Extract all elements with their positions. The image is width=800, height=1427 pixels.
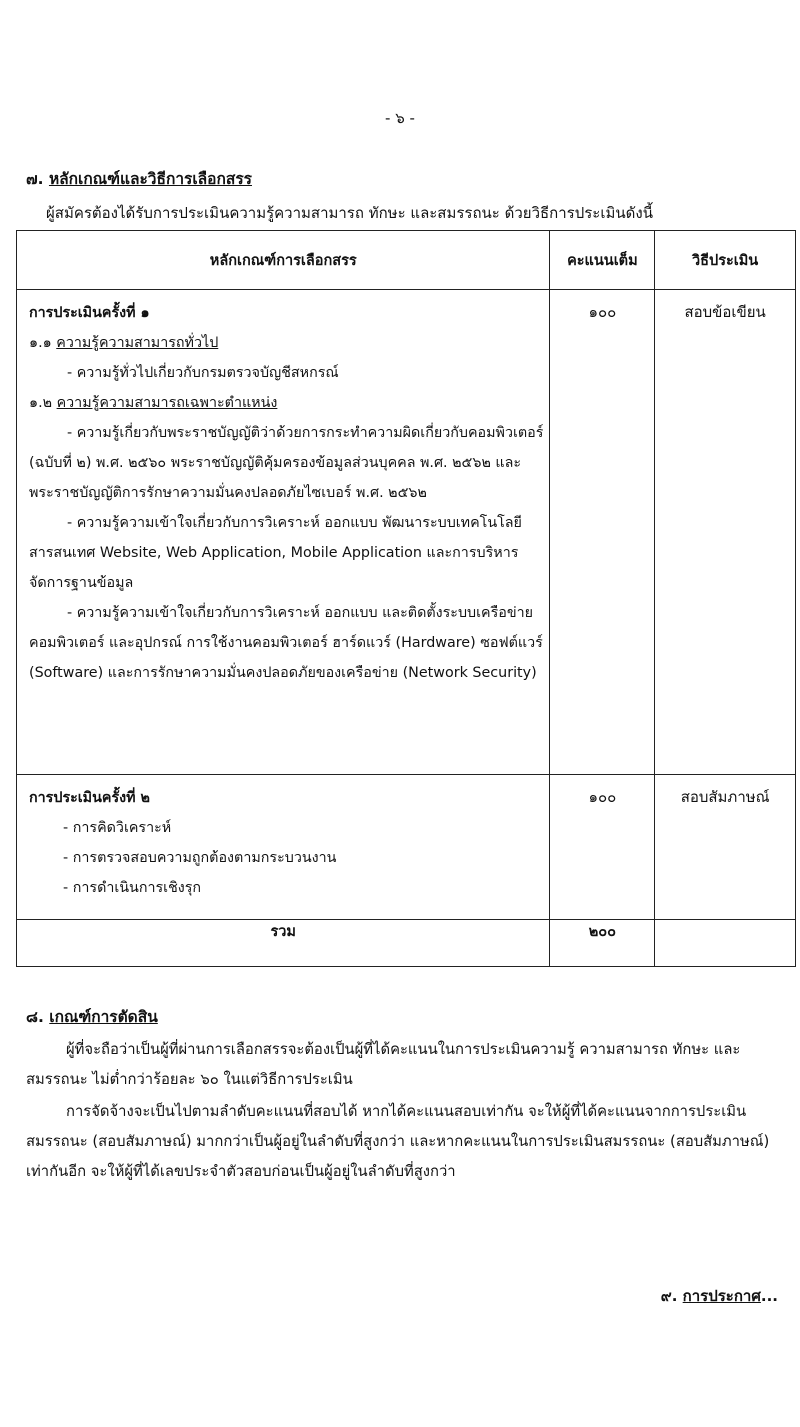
section-8-para2-text: การจัดจ้างจะเป็นไปตามลำดับคะแนนที่สอบได้ หากได้คะแนนสอบเท่ากัน จะให้ผู้ที่ได้คะแนนจากการประเมินสมรรถนะ (สอบสัมภาษณ์) มากกว่าเป็นผู้อยู่ในลำดับที่สูงกว่า และหากคะแนนในการประเมินสมรรถนะ (สอบสัมภาษณ์) เท่ากันอีก จะให้ผู้ที่ได้เลขประจำตัวสอบก่อนเป็นผู้อยู่ในลำดับที่สูงกว่า	[26, 1103, 770, 1180]
page-number: - ๖ -	[385, 109, 415, 127]
section-8-para1-text: ผู้ที่จะถือว่าเป็นผู้ที่ผ่านการเลือกสรรจะต้องเป็นผู้ที่ได้คะแนนในการประเมินความรู้ ความสามารถ ทักษะ และสมรรถนะ ไม่ต่ำกว่าร้อยละ ๖๐ ในแต่วิธีการประเมิน	[26, 1041, 741, 1088]
round1-sub1-title: ความรู้ความสามารถทั่วไป	[56, 335, 219, 351]
table-header-row	[17, 231, 796, 290]
next-section-reference	[661, 1284, 778, 1308]
section-7-title: หลักเกณฑ์และวิธีการเลือกสรร	[48, 170, 252, 188]
header-method: วิธีประเมิน	[655, 231, 796, 290]
round2-method: สอบสัมภาษณ์	[680, 788, 770, 806]
section-7-heading	[26, 166, 252, 191]
round1-sub1	[29, 328, 543, 358]
round1-title: การประเมินครั้งที่ ๑	[29, 305, 150, 321]
round1-method-cell	[655, 290, 796, 775]
round2-score: ๑๐๐	[588, 788, 617, 806]
round2-item-3: - การดำเนินการเชิงรุก	[63, 880, 202, 896]
round1-method: สอบข้อเขียน	[684, 303, 766, 321]
round2-item-2: - การตรวจสอบความถูกต้องตามกระบวนงาน	[63, 850, 337, 866]
round2-title: การประเมินครั้งที่ ๒	[29, 790, 150, 806]
section-8-paragraph-1	[26, 1035, 786, 1095]
next-section-number: ๙.	[660, 1287, 678, 1305]
table-row-total	[17, 920, 796, 967]
section-8-heading	[26, 1004, 158, 1029]
round1-sub2-number: ๑.๒	[29, 395, 53, 411]
section-7-intro: ผู้สมัครต้องได้รับการประเมินความรู้ความสามารถ ทักษะ และสมรรถนะ ด้วยวิธีการประเมินดังนี้	[46, 204, 653, 222]
header-full-score: คะแนนเต็ม	[550, 231, 655, 290]
section-8-title: เกณฑ์การตัดสิน	[49, 1008, 158, 1026]
round1-sub2-item-3: - ความรู้ความเข้าใจเกี่ยวกับการวิเคราะห์ ออกแบบ และติดตั้งระบบเครือข่ายคอมพิวเตอร์ และอุปกรณ์ การใช้งานคอมพิวเตอร์ ฮาร์ดแวร์ (Hardware) ซอฟต์แวร์ (Software) และการรักษาความมั่นคงปลอดภัยของเครือข่าย (Network Security)	[29, 605, 543, 681]
table-row-round2	[17, 775, 796, 920]
total-score: ๒๐๐	[550, 920, 655, 967]
header-criteria: หลักเกณฑ์การเลือกสรร	[17, 231, 550, 290]
round2-criteria-cell	[17, 775, 550, 920]
round1-sub2-title: ความรู้ความสามารถเฉพาะตำแหน่ง	[56, 395, 278, 411]
round2-score-cell	[550, 775, 655, 920]
round1-score: ๑๐๐	[588, 303, 617, 321]
round1-criteria-cell	[17, 290, 550, 775]
round2-method-cell	[655, 775, 796, 920]
round1-sub2-item-2: - ความรู้ความเข้าใจเกี่ยวกับการวิเคราะห์ ออกแบบ พัฒนาระบบเทคโนโลยีสารสนเทศ Website, Web Application, Mobile Application และการบริหารจัดการฐานข้อมูล	[29, 515, 522, 591]
round1-sub1-number: ๑.๑	[29, 335, 52, 351]
round1-sub1-item: - ความรู้ทั่วไปเกี่ยวกับกรมตรวจบัญชีสหกรณ์	[67, 365, 339, 381]
section-8-number: ๘.	[26, 1008, 44, 1026]
section-8-paragraph-2	[26, 1097, 786, 1187]
total-label: รวม	[17, 920, 550, 967]
next-section-title: การประกาศ	[682, 1287, 761, 1305]
criteria-table	[16, 230, 796, 967]
round1-sub2-item-1: - ความรู้เกี่ยวกับพระราชบัญญัติว่าด้วยการกระทำความผิดเกี่ยวกับคอมพิวเตอร์ (ฉบับที่ ๒) พ.ศ. ๒๕๖๐ พระราชบัญญัติคุ้มครองข้อมูลส่วนบุคคล พ.ศ. ๒๕๖๒ และพระราชบัญญัติการรักษาความมั่นคงปลอดภัยไซเบอร์ พ.ศ. ๒๕๖๒	[29, 425, 544, 501]
round1-sub2	[29, 388, 543, 418]
total-method	[655, 920, 796, 967]
section-7-number: ๗.	[26, 170, 44, 188]
next-section-ellipsis: ...	[760, 1287, 778, 1305]
round1-score-cell	[550, 290, 655, 775]
round2-item-1: - การคิดวิเคราะห์	[63, 820, 172, 836]
table-row-round1	[17, 290, 796, 775]
